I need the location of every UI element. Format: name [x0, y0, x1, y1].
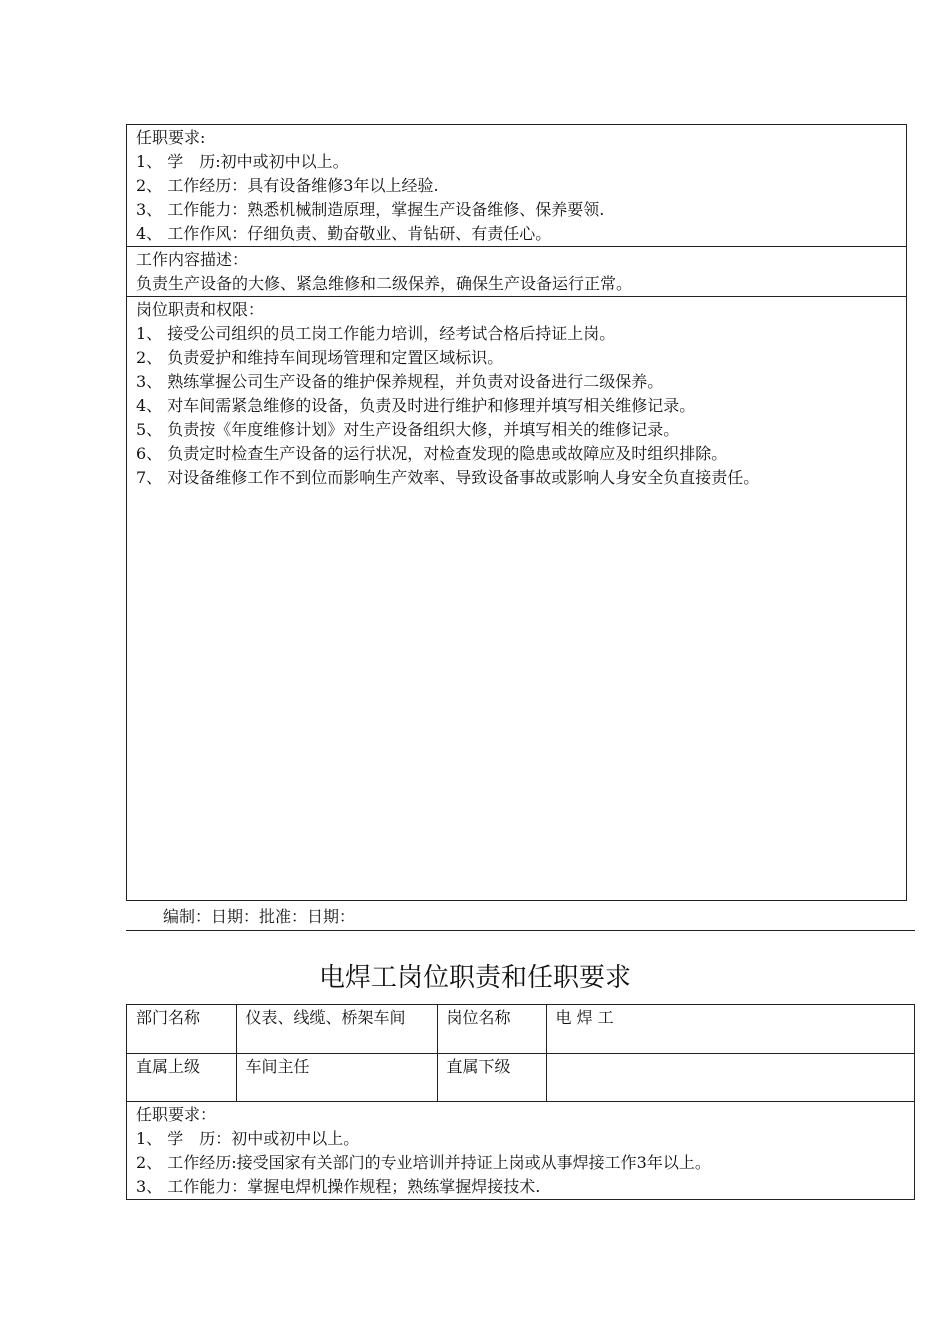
requirements-heading: 任职要求：	[136, 1104, 217, 1124]
duties-heading: 岗位职责和权限：	[136, 300, 265, 319]
job-spec-box-welder	[126, 1004, 915, 1200]
job-spec-box-top	[126, 124, 907, 901]
duty-item: 6、 负责定时检查生产设备的运行状况，对检查发现的隐患或故障应及时组织排除。	[136, 444, 728, 463]
signature-footer: 编制：日期：批准：日期：	[163, 907, 356, 926]
post-label: 岗位名称	[437, 1005, 546, 1053]
work-description-section	[127, 247, 906, 297]
position-info-table	[127, 1005, 914, 1102]
superior-value: 车间主任	[236, 1053, 437, 1101]
requirements-section	[127, 125, 906, 247]
dept-value: 仪表、线缆、桥架车间	[236, 1005, 437, 1053]
page-divider	[126, 930, 915, 931]
requirement-item: 3、 工作能力：掌握电焊机操作规程；熟练掌握焊接技术.	[136, 1176, 541, 1196]
duty-item: 7、 对设备维修工作不到位而影响生产效率、导致设备事故或影响人身安全负直接责任。	[136, 468, 760, 487]
requirement-item: 4、 工作作风：仔细负责、勤奋敬业、肯钻研、有责任心。	[136, 224, 552, 243]
requirement-item: 2、 工作经历:接受国家有关部门的专业培训并持证上岗或从事焊接工作3年以上。	[136, 1152, 711, 1172]
requirement-item: 3、 工作能力：熟悉机械制造原理，掌握生产设备维修、保养要领.	[136, 200, 605, 219]
duty-item: 3、 熟练掌握公司生产设备的维护保养规程，并负责对设备进行二级保养。	[136, 372, 664, 391]
duty-item: 5、 负责按《年度维修计划》对生产设备组织大修，并填写相关的维修记录。	[136, 420, 680, 439]
superior-label: 直属上级	[127, 1053, 236, 1101]
duty-item: 2、 负责爱护和维持车间现场管理和定置区域标识。	[136, 348, 504, 367]
dept-label: 部门名称	[127, 1005, 236, 1053]
requirement-item: 2、 工作经历：具有设备维修3年以上经验.	[136, 176, 439, 195]
post-value: 电 焊 工	[546, 1005, 914, 1053]
requirement-item: 1、 学 历:初中或初中以上。	[136, 152, 349, 171]
subordinate-label: 直属下级	[437, 1053, 546, 1101]
welder-requirements-section	[127, 1102, 914, 1200]
work-description-text: 负责生产设备的大修、紧急维修和二级保养，确保生产设备运行正常。	[136, 274, 633, 293]
subordinate-value	[546, 1053, 914, 1101]
requirements-heading: 任职要求:	[136, 128, 206, 147]
page-title: 电焊工岗位职责和任职要求	[318, 963, 631, 993]
duty-item: 1、 接受公司组织的员工岗工作能力培训，经考试合格后持证上岗。	[136, 324, 616, 343]
duty-item: 4、 对车间需紧急维修的设备，负责及时进行维护和修理并填写相关维修记录。	[136, 396, 696, 415]
work-description-heading: 工作内容描述：	[136, 250, 249, 269]
requirement-item: 1、 学 历：初中或初中以上。	[136, 1128, 360, 1148]
duties-section	[127, 297, 906, 901]
table-row	[127, 1005, 914, 1053]
table-row	[127, 1053, 914, 1101]
